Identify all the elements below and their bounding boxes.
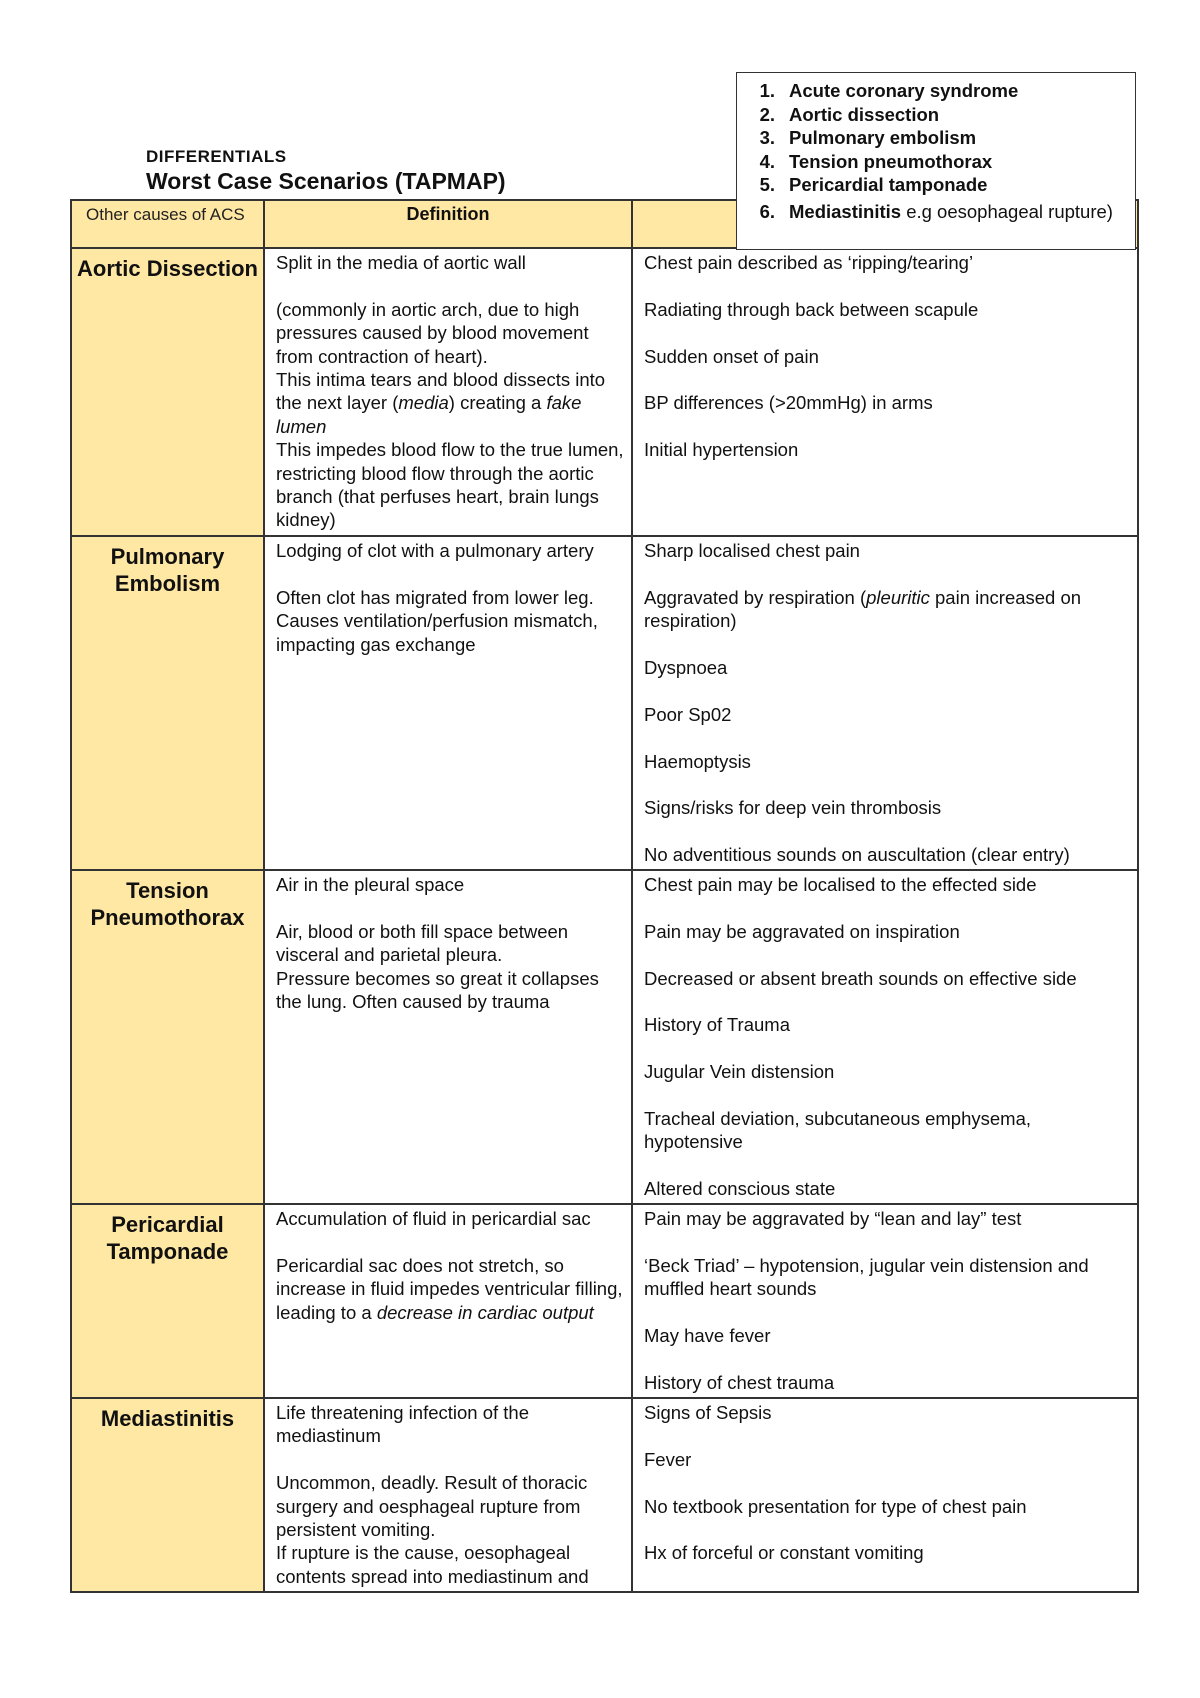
- tapmap-list: [737, 73, 1135, 223]
- list-item: 4. Tension pneumothorax: [759, 150, 993, 172]
- tapmap-list-box: [736, 72, 1136, 250]
- definition-cell: Split in the media of aortic wall (commonly in aortic arch, due to high pressures caused by blood movement from contraction of heart). This intima tears and blood dissects into the next layer (media) creating a fake lumen This impedes blood flow to the true lumen, restricting blood flow through the aortic branch (that perfuses heart, brain lungs kidney): [264, 248, 632, 536]
- page-title: Worst Case Scenarios (TAPMAP): [146, 168, 506, 194]
- list-item: 5. Pericardial tamponade: [759, 174, 988, 195]
- differentials-table: [70, 199, 1139, 1593]
- signs-cell: Signs of Sepsis Fever No textbook presentation for type of chest pain Hx of forceful or constant vomiting: [632, 1398, 1138, 1592]
- table-row: [71, 1204, 1138, 1398]
- list-item: 6. Mediastinitis e.g oesophageal rupture): [759, 200, 1113, 222]
- table-row: [71, 1398, 1138, 1592]
- page-heading: [146, 147, 506, 195]
- signs-cell: Sharp localised chest pain Aggravated by respiration (pleuritic pain increased on respiration) Dyspnoea Poor Sp02 Haemoptysis Signs/risks for deep vein thrombosis No adventitious sounds on auscultation (clear entry): [632, 536, 1138, 870]
- definition-cell: Air in the pleural space Air, blood or both fill space between visceral and parietal pleura. Pressure becomes so great it collapses the lung. Often caused by trauma: [264, 870, 632, 1204]
- table-row: [71, 536, 1138, 870]
- table-row: [71, 870, 1138, 1204]
- list-item: 2. Aortic dissection: [759, 103, 940, 125]
- header-causes: Other causes of ACS: [71, 200, 264, 248]
- section-label: DIFFERENTIALS: [146, 147, 287, 166]
- header-definition: Definition: [264, 200, 632, 248]
- condition-name: Mediastinitis: [71, 1398, 264, 1592]
- signs-cell: Chest pain may be localised to the effected side Pain may be aggravated on inspiration Decreased or absent breath sounds on effective side History of Trauma Jugular Vein distension Tracheal deviation, subcutaneous emphysema, hypotensive Altered conscious state: [632, 870, 1138, 1204]
- definition-cell: Life threatening infection of the mediastinum Uncommon, deadly. Result of thoracic surgery and oesphageal rupture from persistent vomiting. If rupture is the cause, oesophageal contents spread into mediastinum and: [264, 1398, 632, 1592]
- signs-cell: Chest pain described as ‘ripping/tearing’ Radiating through back between scapule Sudden onset of pain BP differences (>20mmHg) in arms Initial hypertension: [632, 248, 1138, 536]
- condition-name: Pulmonary Embolism: [71, 536, 264, 870]
- list-item: 3. Pulmonary embolism: [759, 127, 977, 148]
- condition-name: Aortic Dissection: [71, 248, 264, 536]
- signs-cell: Pain may be aggravated by “lean and lay” test ‘Beck Triad’ – hypotension, jugular vein distension and muffled heart sounds May have fever History of chest trauma: [632, 1204, 1138, 1398]
- list-item: 1. Acute coronary syndrome: [759, 80, 1019, 101]
- condition-name: Tension Pneumothorax: [71, 870, 264, 1204]
- definition-cell: Accumulation of fluid in pericardial sac Pericardial sac does not stretch, so increase in fluid impedes ventricular filling, leading to a decrease in cardiac output: [264, 1204, 632, 1398]
- table-row: [71, 248, 1138, 536]
- condition-name: Pericardial Tamponade: [71, 1204, 264, 1398]
- definition-cell: Lodging of clot with a pulmonary artery Often clot has migrated from lower leg. Causes ventilation/perfusion mismatch, impacting gas exchange: [264, 536, 632, 870]
